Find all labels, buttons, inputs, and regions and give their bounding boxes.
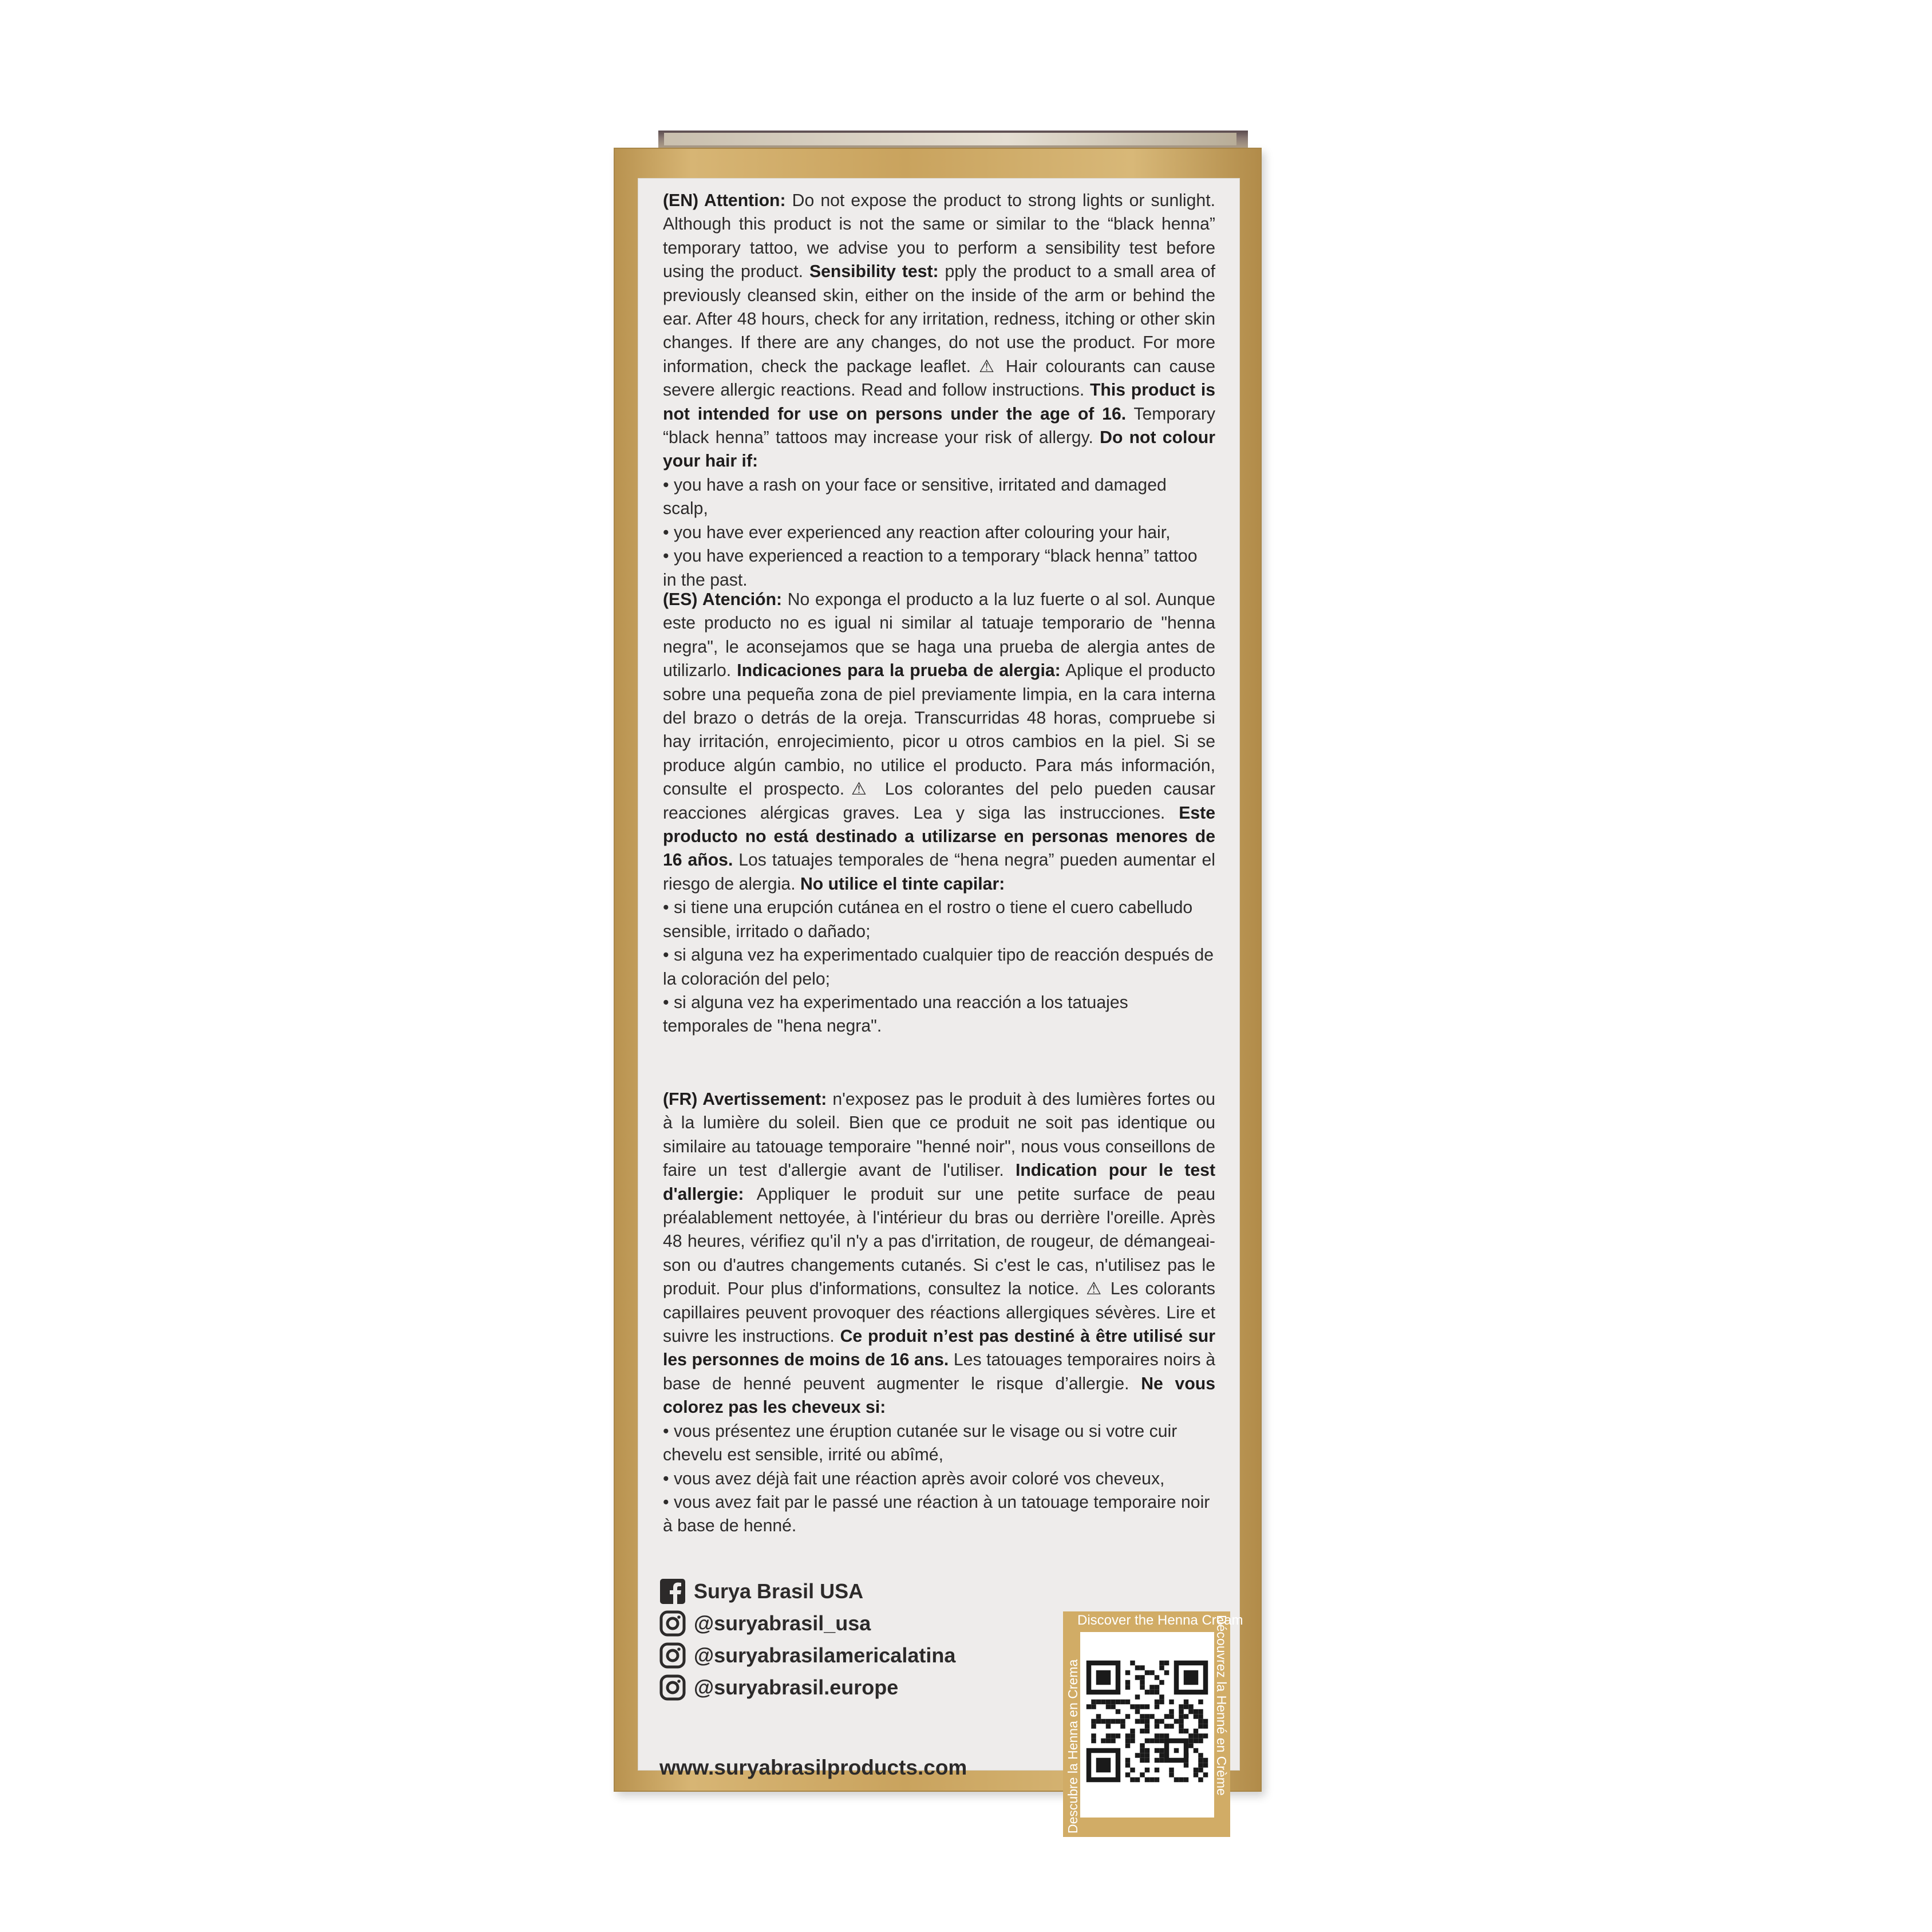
instagram-icon xyxy=(659,1674,686,1701)
en-text-2: pply the product to a small area of previously cleansed skin, either on the inside of the arm or behind the ear. After 48 hours, check for any irritation, redness, itching or other skin changes. If there are any changes, do not use the product. For more information, check the package leaflet. ⚠ Hair colourants can cause severe allergic reactions. Read and follow instructions. xyxy=(663,262,1215,400)
es-test-label: Indicaciones para la prueba de alergia: xyxy=(737,661,1061,681)
en-bullet-3: • you have experienced a reaction to a temporary “black henna” tattoo in the past. xyxy=(663,547,1198,590)
qr-caption-fr: Découvrez la Henné en Crème xyxy=(1214,1615,1229,1796)
en-text-1: Do not expose the product to strong lights or sunlight. Although this product is not the same or similar to the “black henna” temporary tattoo, we advise you to perform a sensibility test before using the product. xyxy=(663,191,1215,282)
section-english xyxy=(663,189,1215,592)
fr-bullet-2: • vous avez déjà fait une réaction après avoir coloré vos cheveux, xyxy=(663,1469,1165,1488)
fr-test-label: Indication pour le test d'allergie: xyxy=(663,1161,1215,1204)
es-text-3: Los tatuajes temporales de “hena negra” pueden aumentar el riesgo de alergia. xyxy=(663,851,1215,894)
instagram-link-europe[interactable] xyxy=(659,1672,1032,1704)
en-paragraph xyxy=(663,189,1215,473)
es-age-warning: Este producto no está destinado a utilizarse en personas menores de 16 años. xyxy=(663,803,1215,870)
en-test-label: Sensibility test: xyxy=(809,262,939,282)
qr-background xyxy=(1080,1632,1214,1818)
es-text-1: No exponga el producto a la luz fuerte o al sol. Aunque este producto no es igual ni similar al tatuaje temporario de "henna negra", le aconsejamos que se haga una prueba de alergia antes de utilizarlo. xyxy=(663,590,1215,681)
instagram-link-usa[interactable] xyxy=(659,1607,1032,1639)
es-bullet-3: • si alguna vez ha experimentado una reacción a los tatuajes temporales de "hena negra". xyxy=(663,993,1128,1036)
warning-panel xyxy=(638,179,1243,1834)
social-links xyxy=(659,1575,1032,1704)
es-do-not-label: No utilice el tinte capilar: xyxy=(800,874,1005,894)
es-bullet-2: • si alguna vez ha experimentado cualquier tipo de reacción después de la coloración del pelo; xyxy=(663,946,1214,989)
fr-text-1: n'exposez pas le produit à des lumières fortes ou à la lumière du soleil. Bien que ce produit ne soit pas identique ou similaire au tatouage temporaire "henné noir", nous vous conseillons de faire un test d'allergie avant de l'utiliser. xyxy=(663,1090,1215,1180)
qr-caption-es: Descubre la Henna en Crema xyxy=(1065,1659,1080,1834)
fr-text-3: Les tatouages temporaires noirs à base de henné peuvent augmenter le risque d’allergie. xyxy=(663,1350,1215,1393)
es-text-2: Aplique el producto sobre una pequeña zona de piel previamente limpia, en la cara interna del brazo o detrás de la oreja. Transcurridas 48 horas, compruebe si hay irritación, enrojecimiento, picor u otros cambios en la piel. Si se produce algún cambio, no utilice el producto. Para más información, consulte el prospecto.⚠ Los colorantes del pelo pueden causar reacciones alérgicas graves. Lea y siga las instrucciones. xyxy=(663,661,1215,823)
fr-age-warning: Ce produit n’est pas destiné à être utilisé sur les personnes de moins de 16 ans. xyxy=(663,1327,1215,1370)
en-text-3: Temporary “black henna” tattoos may increase your risk of allergy. xyxy=(663,404,1215,448)
es-bullet-1: • si tiene una erupción cutánea en el rostro o tiene el cuero cabelludo sensible, irritado o dañado; xyxy=(663,898,1193,941)
instagram-link-latam[interactable] xyxy=(659,1639,1032,1672)
qr-frame xyxy=(1063,1611,1243,1837)
fr-attention-label: (FR) Avertissement: xyxy=(663,1090,827,1109)
es-paragraph xyxy=(663,588,1215,896)
es-attention-label: (ES) Atención: xyxy=(663,590,783,609)
section-spanish xyxy=(663,588,1215,1038)
en-do-not-label: Do not colour your hair if: xyxy=(663,428,1215,471)
fr-bullet-1: • vous présentez une éruption cutanée sur le visage ou si votre cuir chevelu est sensible, irrité ou abîmé, xyxy=(663,1421,1178,1465)
en-bullet-2: • you have ever experienced any reaction after colouring your hair, xyxy=(663,523,1171,542)
facebook-icon xyxy=(659,1578,686,1605)
qr-code-icon[interactable] xyxy=(1086,1643,1208,1799)
box-top-flap xyxy=(664,133,1236,145)
instagram-icon xyxy=(659,1610,686,1637)
fr-bullet-3: • vous avez fait par le passé une réaction à un tatouage temporaire noir à base de henné. xyxy=(663,1492,1210,1536)
instagram-handle-usa: @suryabrasil_usa xyxy=(694,1611,871,1635)
en-attention-label: (EN) Attention: xyxy=(663,191,786,210)
facebook-link[interactable] xyxy=(659,1575,1032,1607)
facebook-handle: Surya Brasil USA xyxy=(694,1579,864,1603)
instagram-handle-europe: @suryabrasil.europe xyxy=(694,1676,899,1699)
en-bullet-1: • you have a rash on your face or sensitive, irritated and damaged scalp, xyxy=(663,475,1167,519)
en-age-warning: This product is not intended for use on persons under the age of 16. xyxy=(663,381,1215,424)
instagram-icon xyxy=(659,1642,686,1669)
website-url[interactable]: www.suryabrasilproducts.com xyxy=(659,1756,967,1779)
instagram-handle-latam: @suryabrasilamericalatina xyxy=(694,1643,956,1667)
fr-text-2: Appliquer le produit sur une petite surface de peau préalablement nettoyée, à l'intérieur du bras ou derrière l'oreille. Après 48 heures, vérifiez qu'il n'y a pas d'irritation, de rougeur, de démangeai-son ou d'autres changements cutanés. Si c'est le cas, n'utilisez pas le produit. Pour plus d'informations, consultez la notice. ⚠ Les colorants capillaires peuvent provoquer des réactions allergiques sévères. Lire et suivre les instructions. xyxy=(663,1184,1215,1346)
fr-paragraph xyxy=(663,1088,1215,1420)
fr-do-not-label: Ne vous colorez pas les cheveux si: xyxy=(663,1374,1215,1417)
section-french xyxy=(663,1088,1215,1538)
qr-caption-en: Discover the Henna Cream xyxy=(1077,1613,1243,1628)
